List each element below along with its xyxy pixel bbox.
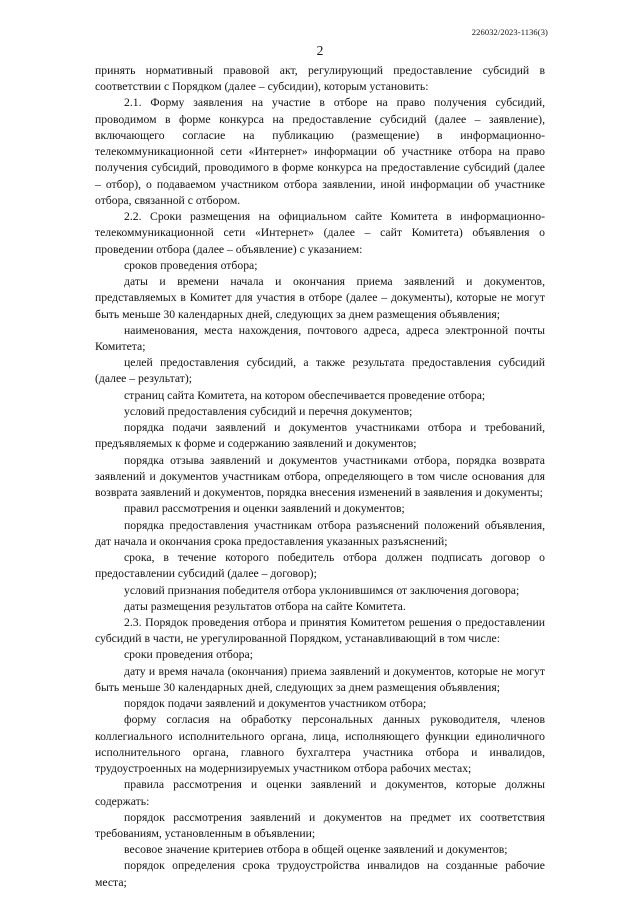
paragraph: срока, в течение которого победитель отбора должен подписать договор о предоставлении субсидий (далее – договор); [95, 551, 545, 581]
paragraph: принять нормативный правовой акт, регулирующий предоставление субсидий в соответствии с Порядком (далее – субсидии), которым установить: [95, 64, 545, 94]
paragraph: порядка подачи заявлений и документов участниками отбора и требований, предъявляемых к форме и содержанию заявлений и документов; [95, 421, 545, 451]
paragraph: правила рассмотрения и оценки заявлений и документов, которые должны содержать: [95, 778, 545, 808]
page-number: 2 [316, 43, 324, 58]
paragraph: 2.1. Форму заявления на участие в отборе на право получения субсидий, проводимом в форме конкурса на предоставление субсидий (далее – заявление), включающего согласие на публикацию (размещение) в информационно-телекоммуникационной сети «Интернет» информации об участнике отбора на право получения субсидий, проводимого в форме конкурса на предоставление субсидий (далее – отбор), о подаваемом участником отбора заявлении, иной информации об участнике отбора, связанной с отбором. [95, 96, 545, 207]
paragraph: 2.2. Сроки размещения на официальном сайте Комитета в информационно-телекоммуникационной сети «Интернет» (далее – сайт Комитета) объявления о проведении отбора (далее – объявление) с указанием: [95, 210, 545, 256]
paragraph: 2.3. Порядок проведения отбора и принятия Комитетом решения о предоставлении субсидий в части, не урегулированной Порядком, устанавливающий в том числе: [95, 615, 545, 646]
paragraph: сроков проведения отбора; [124, 258, 258, 272]
paragraph: наименования, места нахождения, почтового адреса, адреса электронной почты Комитета; [95, 323, 545, 353]
paragraph: порядок рассмотрения заявлений и документов на предмет их соответствия требованиям, установленным в объявлении; [95, 810, 545, 841]
paragraph: даты и времени начала и окончания приема заявлений и документов, представляемых в Комитет для участия в отборе (далее – документы), которые не могут быть меньше 30 календарных дней, следующих за днем размещения объявления; [95, 275, 545, 321]
paragraph: порядок подачи заявлений и документов участником отбора; [124, 697, 427, 711]
paragraph: целей предоставления субсидий, а также результата предоставления субсидий (далее – результат); [95, 356, 545, 386]
paragraph: условий признания победителя отбора уклонившимся от заключения договора; [124, 583, 520, 597]
paragraph: порядка предоставления участникам отбора разъяснений положений объявления, дат начала и окончания срока предоставления указанных разъяснений; [95, 518, 545, 548]
document-body [95, 63, 545, 891]
paragraph: порядок определения срока трудоустройства инвалидов на созданные рабочие места; [95, 859, 545, 889]
paragraph: весовое значение критериев отбора в общей оценке заявлений и документов; [124, 843, 508, 857]
paragraph: дату и время начала (окончания) приема заявлений и документов, которые не могут быть меньше 30 календарных дней, следующих за днем размещения объявления; [95, 664, 545, 694]
paragraph: правил рассмотрения и оценки заявлений и документов; [124, 502, 405, 516]
paragraph: форму согласия на обработку персональных данных руководителя, членов коллегиального исполнительного органа, лица, исполняющего функции единоличного исполнительного органа, главного бухгалтера участника отбора и инвалидов, трудоустроенных на модернизируемых участником отбора рабочих местах; [95, 713, 545, 776]
paragraph: сроки проведения отбора; [124, 648, 253, 662]
paragraph: условий предоставления субсидий и перечня документов; [124, 404, 413, 418]
paragraph: даты размещения результатов отбора на сайте Комитета. [124, 599, 406, 613]
document-id: 226032/2023-1136(3) [471, 27, 548, 37]
paragraph: страниц сайта Комитета, на котором обеспечивается проведение отбора; [124, 388, 486, 402]
paragraph: порядка отзыва заявлений и документов участниками отбора, порядка возврата заявлений и документов участникам отбора, определяющего в том числе основания для возврата заявлений и документов, порядка внесения изменений в заявления и документы; [95, 453, 545, 500]
